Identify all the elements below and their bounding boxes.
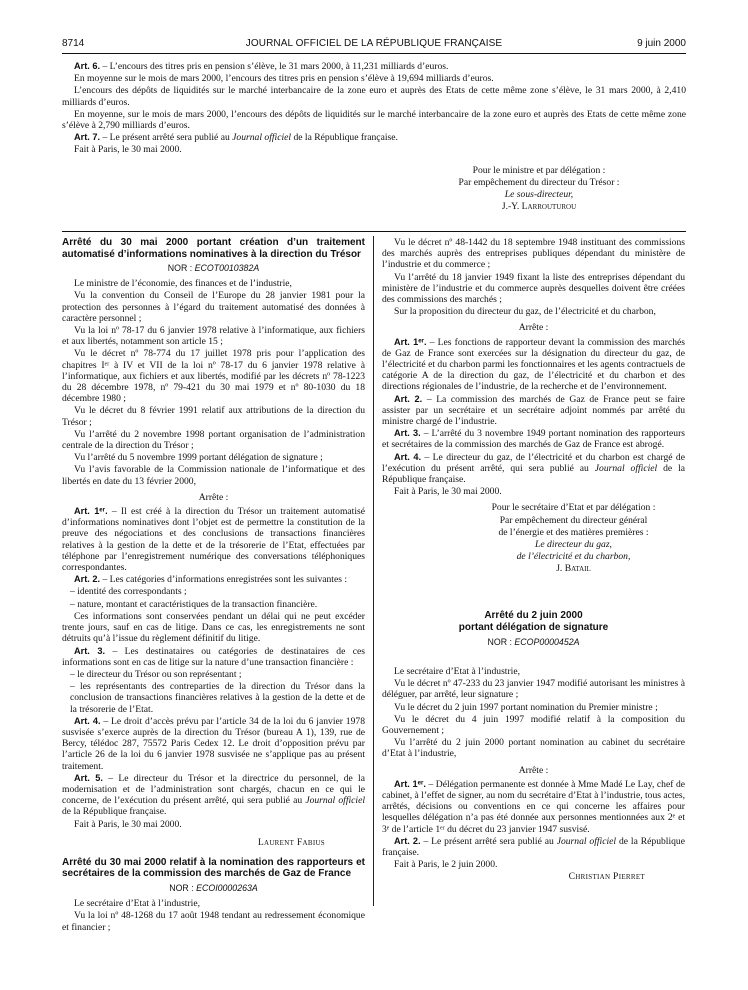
preamble-line: Vu l’arrêté du 2 juin 2000 portant nomination au cabinet du secrétaire d’Etat à l’industrie,: [382, 737, 685, 760]
article-2: Art. 2. – Les catégories d’informations enregistrées sont les suivantes :: [74, 574, 348, 586]
preamble-line: Vu le décret nº 48-1442 du 18 septembre 1948 instituant des commissions des marchés auprès des entreprises publiques dépendant du ministère de l’industrie et du commerce ;: [382, 237, 685, 271]
preamble-line: Vu l’avis favorable de la Commission nationale de l’informatique et des libertés en date du 13 février 2000,: [62, 464, 365, 487]
journal-title: JOURNAL OFFICIEL DE LA RÉPUBLIQUE FRANÇAISE: [245, 38, 503, 49]
column-divider: [373, 236, 374, 906]
header-rule: [62, 53, 686, 54]
preamble-line: Vu la loi nº 48-1268 du 17 août 1948 tendant au redressement économique et financier ;: [62, 910, 365, 933]
list-item: – les représentants des contreparties de la direction du Trésor dans la conclusion de transactions financières relatives à la gestion de la dette et de la trésorerie de l’Etat.: [70, 681, 365, 715]
list-item: – identité des correspondants ;: [70, 586, 187, 598]
list-item: – nature, montant et caractéristiques de la transaction financière.: [70, 598, 318, 610]
preamble-line: Vu le décret nº 78-774 du 17 juillet 1978 pris pour l’application des chapitres Iᵉʳ à IV et VII de la loi nº 78-17 du 6 janvier 1978 relative à l’informatique, aux fichiers et aux libertés, modifié par les décrets nº 78-1223 du 28 décembre 1978, nº 79-421 du 30 mai 1979 et nº 80-1030 du 18 décembre 1980 ;: [62, 348, 365, 405]
article-4: Art. 4. – Le droit d’accès prévu par l’article 34 de la loi du 6 janvier 1978 susvisée s’exerce auprès de la direction du Trésor (bureau A 1), 139, rue de Bercy, télédoc 287, 75572 Paris Cedex 12. Le droit d’opposition prévu par l’article 26 de la loi du 6 janvier 1978 susvisée ne s’applique pas au présent traitement.: [62, 715, 365, 772]
preamble-line: Vu le décret du 2 juin 1997 portant nomination du Premier ministre ;: [394, 701, 658, 713]
preamble-line: Vu la loi nº 78-17 du 6 janvier 1978 relative à l’informatique, aux fichiers et aux libertés, notamment son article 15 ;: [62, 325, 365, 348]
signature-line: de l’électricité et du charbon,: [516, 551, 631, 563]
article-6: Art. 6. – L’encours des titres pris en pension s’élève, le 31 mars 2000, à 11,231 milliards d’euros.: [74, 61, 449, 72]
left-column: [62, 237, 365, 934]
issue-date: 9 juin 2000: [637, 38, 686, 49]
signatory-name: J.-Y. Larrouturou: [501, 201, 577, 213]
preamble-line: Vu le décret nº 47-233 du 23 janvier 1947 modifié autorisant les ministres à déléguer, par arrêté, leur signature ;: [382, 678, 685, 701]
preamble-line: Le secrétaire d’Etat à l’industrie,: [74, 898, 200, 910]
arrete-heading: Arrête :: [518, 764, 549, 776]
paragraph: En moyenne sur le mois de mars 2000, l’encours des titres pris en pension s’élève à 19,694 milliards d’euros.: [74, 73, 494, 85]
right-column: [382, 237, 685, 884]
preamble-line: Sur la proposition du directeur du gaz, de l’électricité et du charbon,: [394, 306, 656, 318]
signature-line: Par empêchement du directeur général: [499, 514, 648, 526]
article-2: Art. 2. – La commission des marchés de Gaz de France peut se faire assister par un secrétaire et un secrétaire adjoint nommés par arrêté du ministre chargé de l’industrie.: [382, 393, 685, 428]
signing-place-date: Fait à Paris, le 30 mai 2000.: [74, 818, 182, 830]
article-3: Art. 3. – L’arrêté du 3 novembre 1949 portant nomination des rapporteurs et secrétaires de la commission des marchés de Gaz de France est abrogé.: [382, 428, 685, 451]
signatory-name: J. Batail: [556, 563, 591, 575]
signing-place-date: Fait à Paris, le 30 mai 2000.: [394, 486, 502, 498]
paragraph: L’encours des dépôts de liquidités sur le marché interbancaire de la zone euro et auprès des Etats de cette même zone s’élève, le 31 mars 2000, à 2,410 milliards d’euros.: [62, 85, 686, 108]
arrete-heading: Arrête :: [518, 322, 549, 334]
article-2: Art. 2. – Le présent arrêté sera publié au Journal officiel de la République française.: [382, 835, 685, 858]
arrete-heading: Arrête :: [198, 491, 229, 503]
decree-title: Arrêté du 30 mai 2000 relatif à la nomination des rapporteurs et secrétaires de la commission des marchés de Gaz de France: [62, 856, 365, 880]
preamble-line: Vu l’arrêté du 2 novembre 1998 portant organisation de l’administration centrale de la direction du Trésor ;: [62, 428, 365, 452]
section-rule: [62, 231, 686, 232]
article-7: Art. 7. – Le présent arrêté sera publié au Journal officiel de la République française.: [74, 132, 398, 144]
decree-title: Arrêté du 2 juin 2000: [484, 609, 583, 621]
nor-reference: NOR : ECOI0000263A: [169, 882, 258, 893]
signing-place-date: Fait à Paris, le 2 juin 2000.: [394, 859, 498, 871]
signature-line: Le sous-directeur,: [504, 189, 574, 201]
preamble-line: Vu l’arrêté du 18 janvier 1949 fixant la liste des entreprises dépendant du ministère de l’industrie et du commerce auprès desquelles doivent être créées des commissions des marchés ;: [382, 271, 685, 306]
signatory-name: Laurent Fabius: [257, 836, 325, 848]
preamble-line: Vu le décret du 4 juin 1997 modifié relatif à la composition du Gouvernement ;: [382, 713, 685, 736]
preamble-line: Vu l’arrêté du 5 novembre 1999 portant délégation de signature ;: [74, 452, 323, 464]
decree-title: Arrêté du 30 mai 2000 portant création d’un traitement automatisé d’informations nominatives à la direction du Trésor: [62, 237, 365, 260]
article-4: Art. 4. – Le directeur du gaz, de l’électricité et du charbon est chargé de l’exécution du présent arrêté, qui sera publié au Journal officiel de la République française.: [382, 451, 685, 486]
preamble-line: Vu le décret du 8 février 1991 relatif aux attributions de la direction du Trésor ;: [62, 405, 365, 428]
signature-line: Par empêchement du directeur du Trésor :: [458, 176, 620, 188]
preamble-line: Vu la convention du Conseil de l’Europe du 28 janvier 1981 pour la protection des personnes à l’égard du traitement automatisé des données à caractère personnel ;: [62, 290, 365, 324]
previous-decree-end: [62, 61, 686, 213]
page-number: 8714: [62, 38, 85, 49]
signature-line: Pour le ministre et par délégation :: [472, 164, 606, 176]
nor-reference: NOR : ECOT0010382A: [167, 263, 260, 273]
article-5: Art. 5. – Le directeur du Trésor et la directrice du personnel, de la modernisation et de l’administration sont chargés, chacun en ce qui le concerne, de l’exécution du présent arrêté, qui sera publié au Journal officiel de la République française.: [62, 772, 365, 818]
signature-line: Pour le secrétaire d’Etat et par délégation :: [491, 502, 656, 514]
article-3: Art. 3. – Les destinataires ou catégories de destinataires de ces informations sont en cas de litige sur la nature d’une transaction financière :: [62, 645, 365, 668]
list-item: – le directeur du Trésor ou son représentant ;: [70, 668, 242, 680]
page-header: [62, 38, 686, 52]
preamble-line: Le secrétaire d’Etat à l’industrie,: [394, 665, 520, 677]
nor-reference: NOR : ECOP0000452A: [487, 636, 580, 647]
signature-line: de l’énergie et des matières premières :: [498, 526, 649, 538]
preamble-line: Le ministre de l’économie, des finances et de l’industrie,: [74, 278, 292, 290]
signatory-name: Christian Pierret: [568, 871, 645, 883]
signing-place-date: Fait à Paris, le 30 mai 2000.: [74, 144, 182, 156]
paragraph: Ces informations sont conservées pendant un délai qui ne peut excéder trente jours, sauf en cas de litige. Dans ce cas, les enregistrements ne sont détruits qu’à l’issue du règlement définitif du litige.: [62, 610, 365, 645]
article-1: Art. 1ᵉʳ. – Délégation permanente est donnée à Mme Madé Le Lay, chef de cabinet, à l’effet de signer, au nom du secrétaire d’Etat à l’industrie, tous actes, arrêtés, décisions ou conventions en ce qui concerne les affaires pour lesquelles délégation n’a pas été donnée aux personnes mentionnées aux 2ᵉ et 3ᵉ de l’article 1ᵉʳ du décret du 23 janvier 1947 susvisé.: [382, 778, 685, 835]
article-1: Art. 1ᵉʳ. – Il est créé à la direction du Trésor un traitement automatisé d’informations nominatives dont l’objet est de permettre la constitution de la preuve des négociations et des conclusions de transactions financières relatives à la gestion de la dette et de la trésorerie de l’Etat, effectuées par téléphone par l’enregistrement numérique des conversations téléphoniques correspondantes.: [62, 506, 366, 574]
signature-line: Le directeur du gaz,: [535, 539, 612, 551]
article-1: Art. 1ᵉʳ. – Les fonctions de rapporteur devant la commission des marchés de Gaz de France sont exercées sur la désignation du directeur du gaz, de l’électricité et du charbon parmi les fonctionnaires et les agents contractuels de catégorie A de la direction du gaz, de l’électricité et du charbon et des directions régionales de l’industrie, de la recherche et de l’environnement.: [382, 336, 685, 393]
paragraph: En moyenne, sur le mois de mars 2000, l’encours des dépôts de liquidités sur le marché interbancaire de la zone euro et auprès des Etats de cette même zone s’élève à 2,790 milliards d’euros.: [62, 108, 686, 132]
decree-title: portant délégation de signature: [458, 622, 609, 634]
